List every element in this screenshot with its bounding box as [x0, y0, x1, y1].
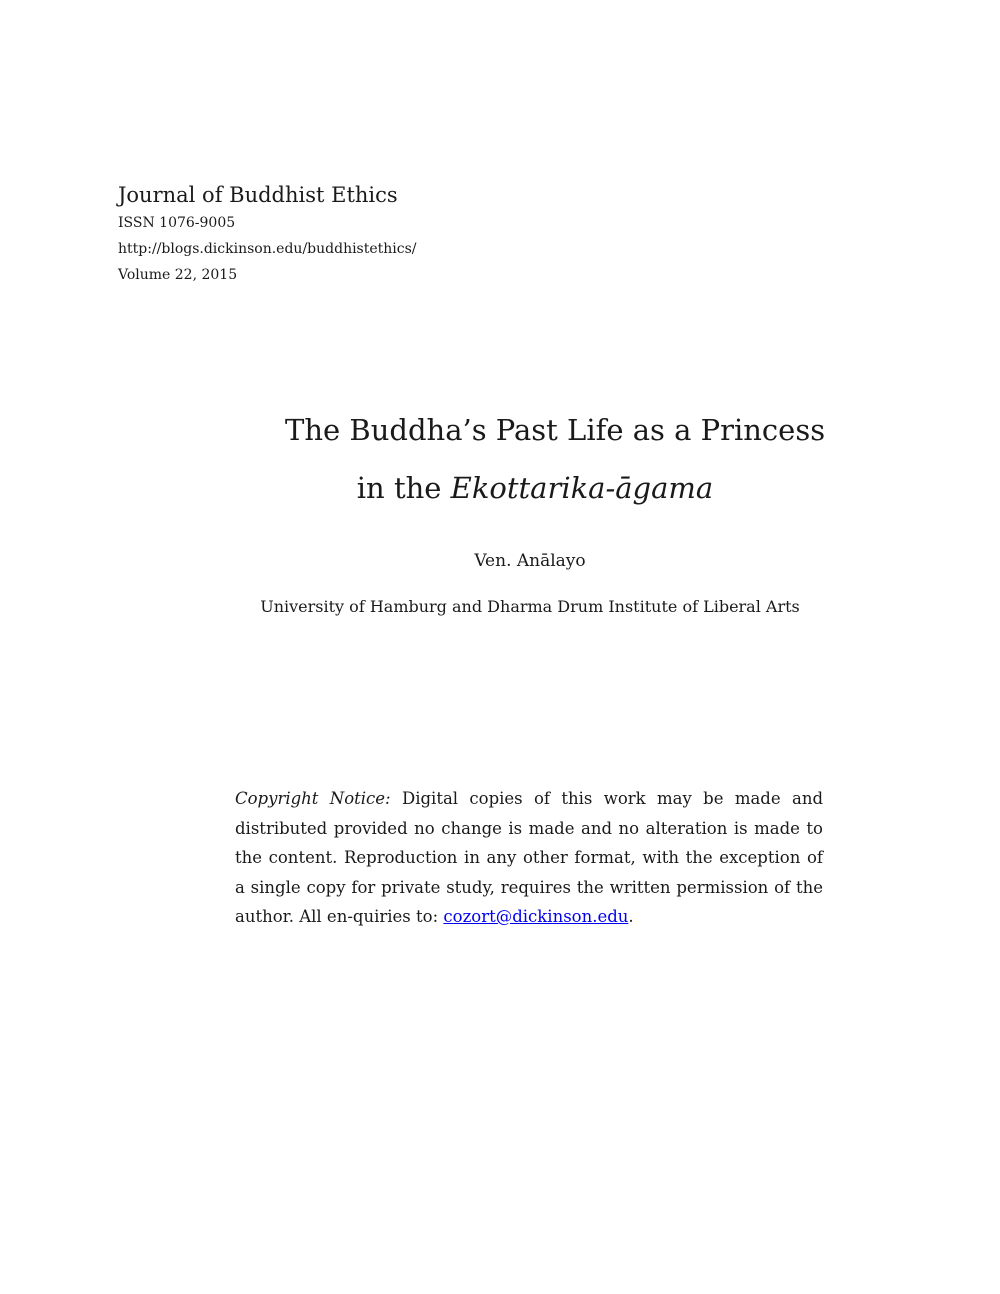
journal-issn: ISSN 1076-9005	[118, 215, 236, 231]
journal-url: http://blogs.dickinson.edu/buddhistethics/	[118, 241, 417, 257]
copyright-text: Digital copies of this work may be made and distributed provided no change is made and no alteration is made to the content. Reproduction in any other format, with the exception of a single copy for private study, requires the written permission of the author. All en-quiries to:	[235, 789, 824, 926]
article-title-italic: Ekottarika-āgama	[450, 471, 714, 505]
copyright-notice	[235, 784, 823, 932]
author-name: Ven. Anālayo	[474, 551, 586, 571]
article-title-line-1: The Buddha’s Past Life as a Princess	[285, 413, 826, 447]
journal-volume: Volume 22, 2015	[118, 267, 238, 283]
article-title-prefix: in the	[356, 471, 451, 505]
journal-header	[118, 180, 417, 288]
email-link[interactable]: cozort@dickinson.edu	[443, 907, 629, 926]
journal-title: Journal of Buddhist Ethics	[118, 183, 398, 207]
article-title-line-2	[285, 466, 785, 510]
copyright-trailing: .	[628, 907, 634, 926]
copyright-label: Copyright Notice:	[235, 789, 391, 808]
author-affiliation: University of Hamburg and Dharma Drum Institute of Liberal Arts	[260, 597, 800, 616]
